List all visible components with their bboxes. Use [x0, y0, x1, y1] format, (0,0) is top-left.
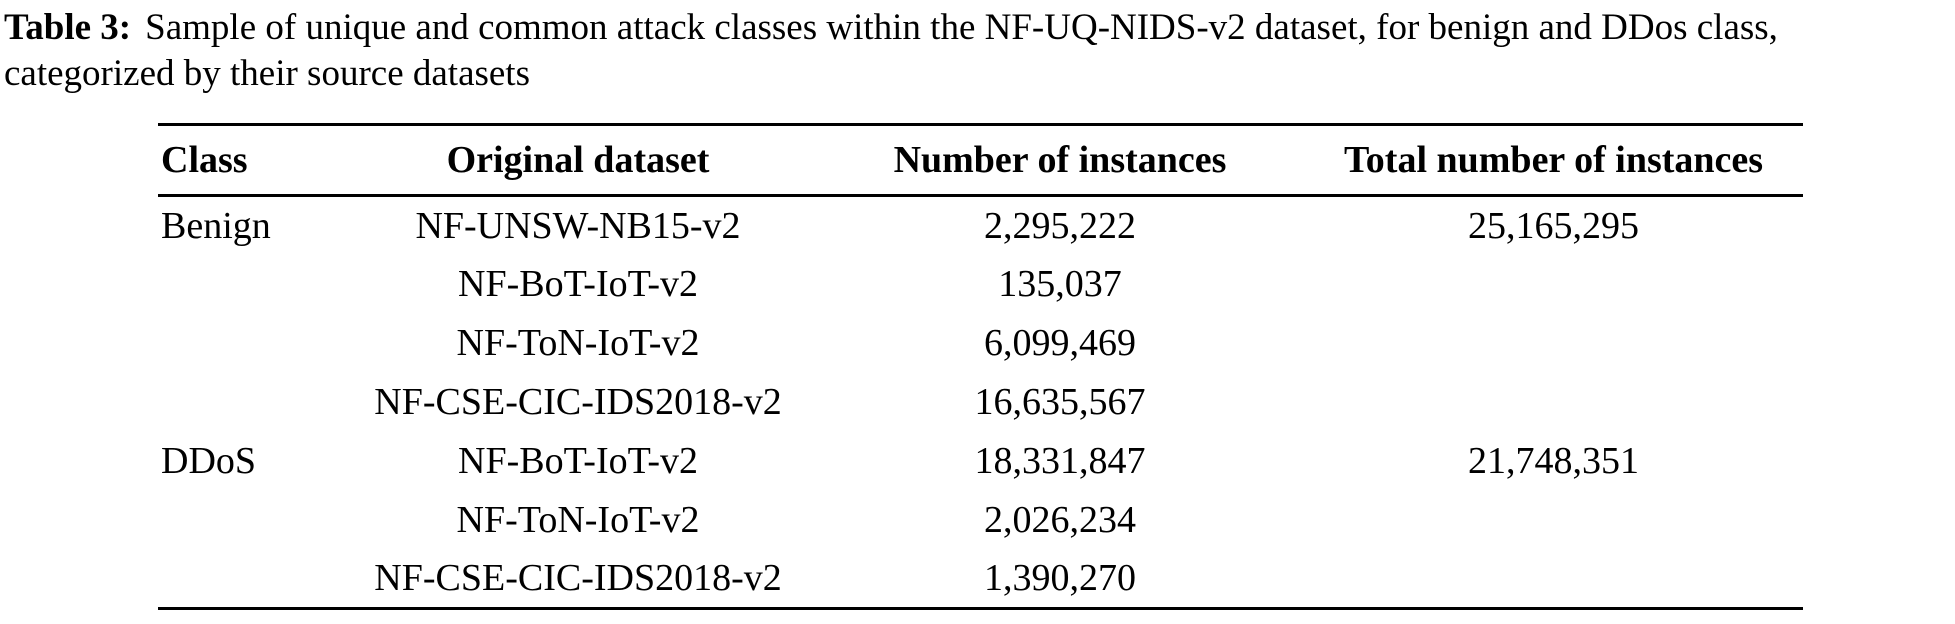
class-cell: Benign: [161, 204, 271, 247]
dataset-cell: NF-ToN-IoT-v2: [456, 322, 700, 364]
class-cell: DDoS: [161, 440, 257, 482]
table-row: [158, 550, 1803, 609]
total-cell: 21,748,351: [1468, 440, 1639, 482]
col-header-dataset: Original dataset: [446, 139, 710, 181]
instances-cell: 16,635,567: [974, 381, 1146, 423]
dataset-cell: NF-BoT-IoT-v2: [458, 263, 698, 305]
col-header-class: Class: [161, 139, 248, 181]
class-cell: [158, 550, 340, 609]
total-cell: [1304, 255, 1803, 314]
col-header-instances: Number of instances: [893, 139, 1227, 181]
total-cell: [1304, 373, 1803, 432]
table-row: [158, 491, 1803, 550]
total-cell: 25,165,295: [1468, 204, 1639, 247]
class-cell: [158, 373, 340, 432]
instances-cell: 6,099,469: [984, 322, 1136, 364]
total-cell: [1304, 550, 1803, 609]
table-caption: [0, 0, 1955, 97]
attack-classes-table: [158, 123, 1803, 610]
dataset-cell: NF-BoT-IoT-v2: [458, 440, 698, 482]
instances-cell: 135,037: [998, 263, 1122, 305]
table-row: [158, 196, 1803, 255]
table-caption-label: Table 3:: [4, 7, 132, 48]
dataset-cell: NF-UNSW-NB15-v2: [415, 204, 741, 247]
class-cell: [158, 491, 340, 550]
instances-cell: 18,331,847: [974, 440, 1146, 482]
dataset-cell: NF-CSE-CIC-IDS2018-v2: [374, 557, 782, 600]
col-header-total: Total number of instances: [1343, 139, 1764, 181]
instances-cell: 2,026,234: [984, 499, 1136, 541]
table-row: [158, 432, 1803, 491]
instances-cell: 1,390,270: [984, 557, 1136, 600]
table-row: [158, 314, 1803, 373]
dataset-cell: NF-ToN-IoT-v2: [456, 499, 700, 541]
class-cell: [158, 255, 340, 314]
table-caption-text: Sample of unique and common attack classes within the NF-UQ-NIDS-v2 dataset, for benign and DDos class, categorized by their source datasets: [4, 7, 1778, 94]
header-row: [158, 125, 1803, 196]
total-cell: [1304, 491, 1803, 550]
dataset-cell: NF-CSE-CIC-IDS2018-v2: [374, 381, 782, 423]
instances-cell: 2,295,222: [984, 204, 1136, 247]
class-cell: [158, 314, 340, 373]
table-row: [158, 373, 1803, 432]
total-cell: [1304, 314, 1803, 373]
table-row: [158, 255, 1803, 314]
